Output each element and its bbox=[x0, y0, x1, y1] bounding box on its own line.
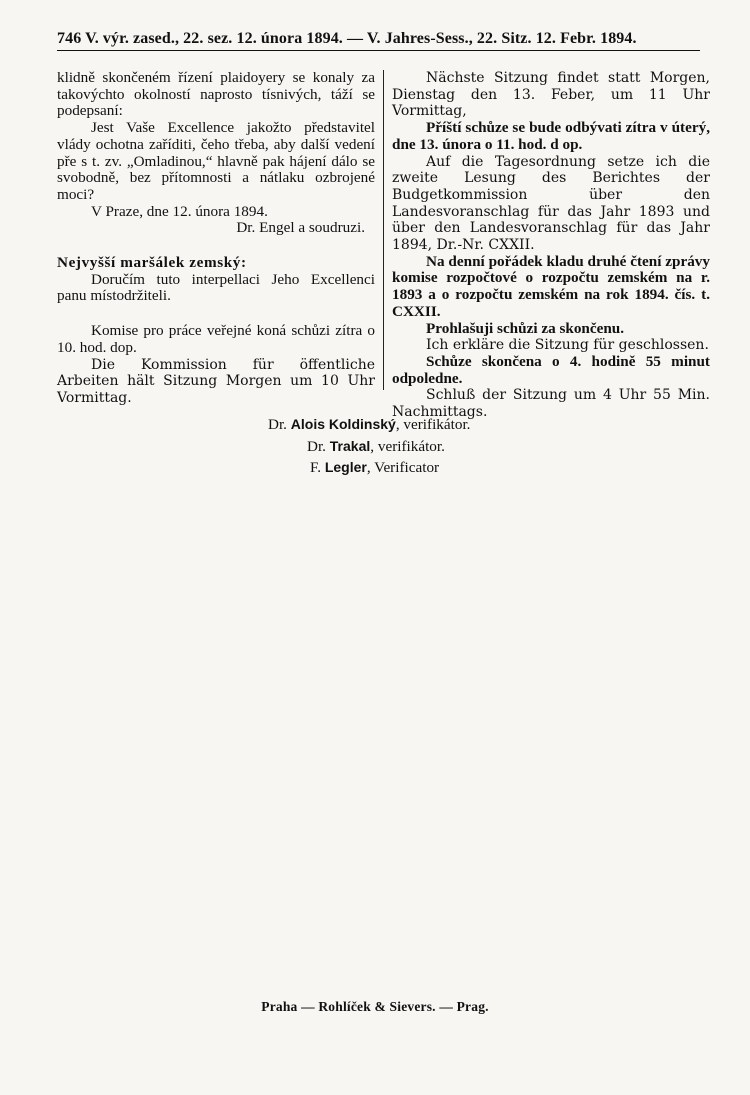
signature-line-1 bbox=[230, 414, 560, 436]
right-paragraph-5: Prohlašuji schůzi za skončenu. bbox=[426, 319, 625, 337]
signature-line-3 bbox=[230, 457, 560, 479]
signature-prefix: Dr. bbox=[268, 416, 291, 433]
signature-name: Legler bbox=[324, 459, 367, 475]
left-column bbox=[57, 70, 375, 407]
right-paragraph-2: Příští schůze se bude odbývati zítra v úterý, dne 13. února o 11. hod. d op. bbox=[392, 119, 710, 153]
right-paragraph-1: Nächste Sitzung findet statt Morgen, Dienstag den 13. Feber, um 11 Uhr Vormittag, bbox=[392, 70, 710, 120]
speaker-heading: Nejvyšší maršálek zemský: bbox=[57, 254, 247, 272]
left-paragraph-6: Komise pro práce veřejné koná schůzi zítra o 10. hod. dop. bbox=[57, 322, 375, 356]
header-rule bbox=[57, 50, 700, 51]
right-paragraph-6: Ich erkläre die Sitzung für geschlossen. bbox=[426, 337, 709, 354]
right-paragraph-8: Schluß der Sitzung um 4 Uhr 55 Min. Nachmittags. bbox=[392, 387, 710, 421]
signature-role: , verifikátor. bbox=[395, 416, 471, 433]
column-divider bbox=[383, 70, 384, 390]
signature-name: Alois Koldinský bbox=[290, 416, 396, 432]
left-signatory-line: Dr. Engel a soudruzi. bbox=[236, 219, 365, 237]
running-header: 746 V. výr. zased., 22. sez. 12. února 1894. — V. Jahres-Sess., 22. Sitz. 12. Febr. 1894. bbox=[57, 30, 637, 47]
signature-prefix: F. bbox=[310, 459, 325, 476]
left-paragraph-7: Die Kommission für öffentliche Arbeiten hält Sitzung Morgen um 10 Uhr Vormittag. bbox=[57, 356, 375, 406]
left-paragraph-5: Doručím tuto interpellaci Jeho Excellenci panu místodržiteli. bbox=[57, 270, 375, 305]
right-paragraph-3: Auf die Tagesordnung setze ich die zweite Lesung des Berichtes der Budgetkommission über den Landesvoranschlag für das Jahr 1893 und über den Landesvoranschlag für das Jahr 1894, Dr.-Nr. CXXII. bbox=[392, 153, 710, 254]
right-paragraph-4: Na denní pořádek kladu druhé čtení zprávy komise rozpočtové o rozpočtu zemském na r. 1893 a o rozpočtu zemském na rok 1894. čís. t. CXXII. bbox=[392, 252, 710, 320]
left-paragraph-1: klidně skončeném řízení plaidoyery se konaly za takovýchto okolností naprosto tísnivých, táží se podepsaní: bbox=[57, 69, 375, 120]
printer-footer: Praha — Rohlíček & Sievers. — Prag. bbox=[261, 999, 489, 1014]
right-paragraph-7: Schůze skončena o 4. hodině 55 minut odpoledne. bbox=[392, 352, 710, 387]
left-date-line: V Praze, dne 12. února 1894. bbox=[91, 202, 268, 220]
signature-name: Trakal bbox=[329, 437, 371, 454]
signature-role: , Verificator bbox=[366, 459, 440, 476]
signature-role: , verifikátor. bbox=[370, 437, 445, 455]
signature-line-2 bbox=[230, 436, 560, 458]
left-paragraph-2: Jest Vaše Excellence jakožto představitel vlády ochotna zaříditi, čeho třeba, aby další vedení pře s t. zv. „Omladinou,“ hlavně pak hájení dálo se svobodně, bez přítomnosti a nátlaku ozbrojené moci? bbox=[57, 119, 375, 203]
signature-prefix: Dr. bbox=[307, 437, 330, 455]
verifier-signatures bbox=[230, 414, 560, 479]
right-column bbox=[392, 70, 710, 421]
